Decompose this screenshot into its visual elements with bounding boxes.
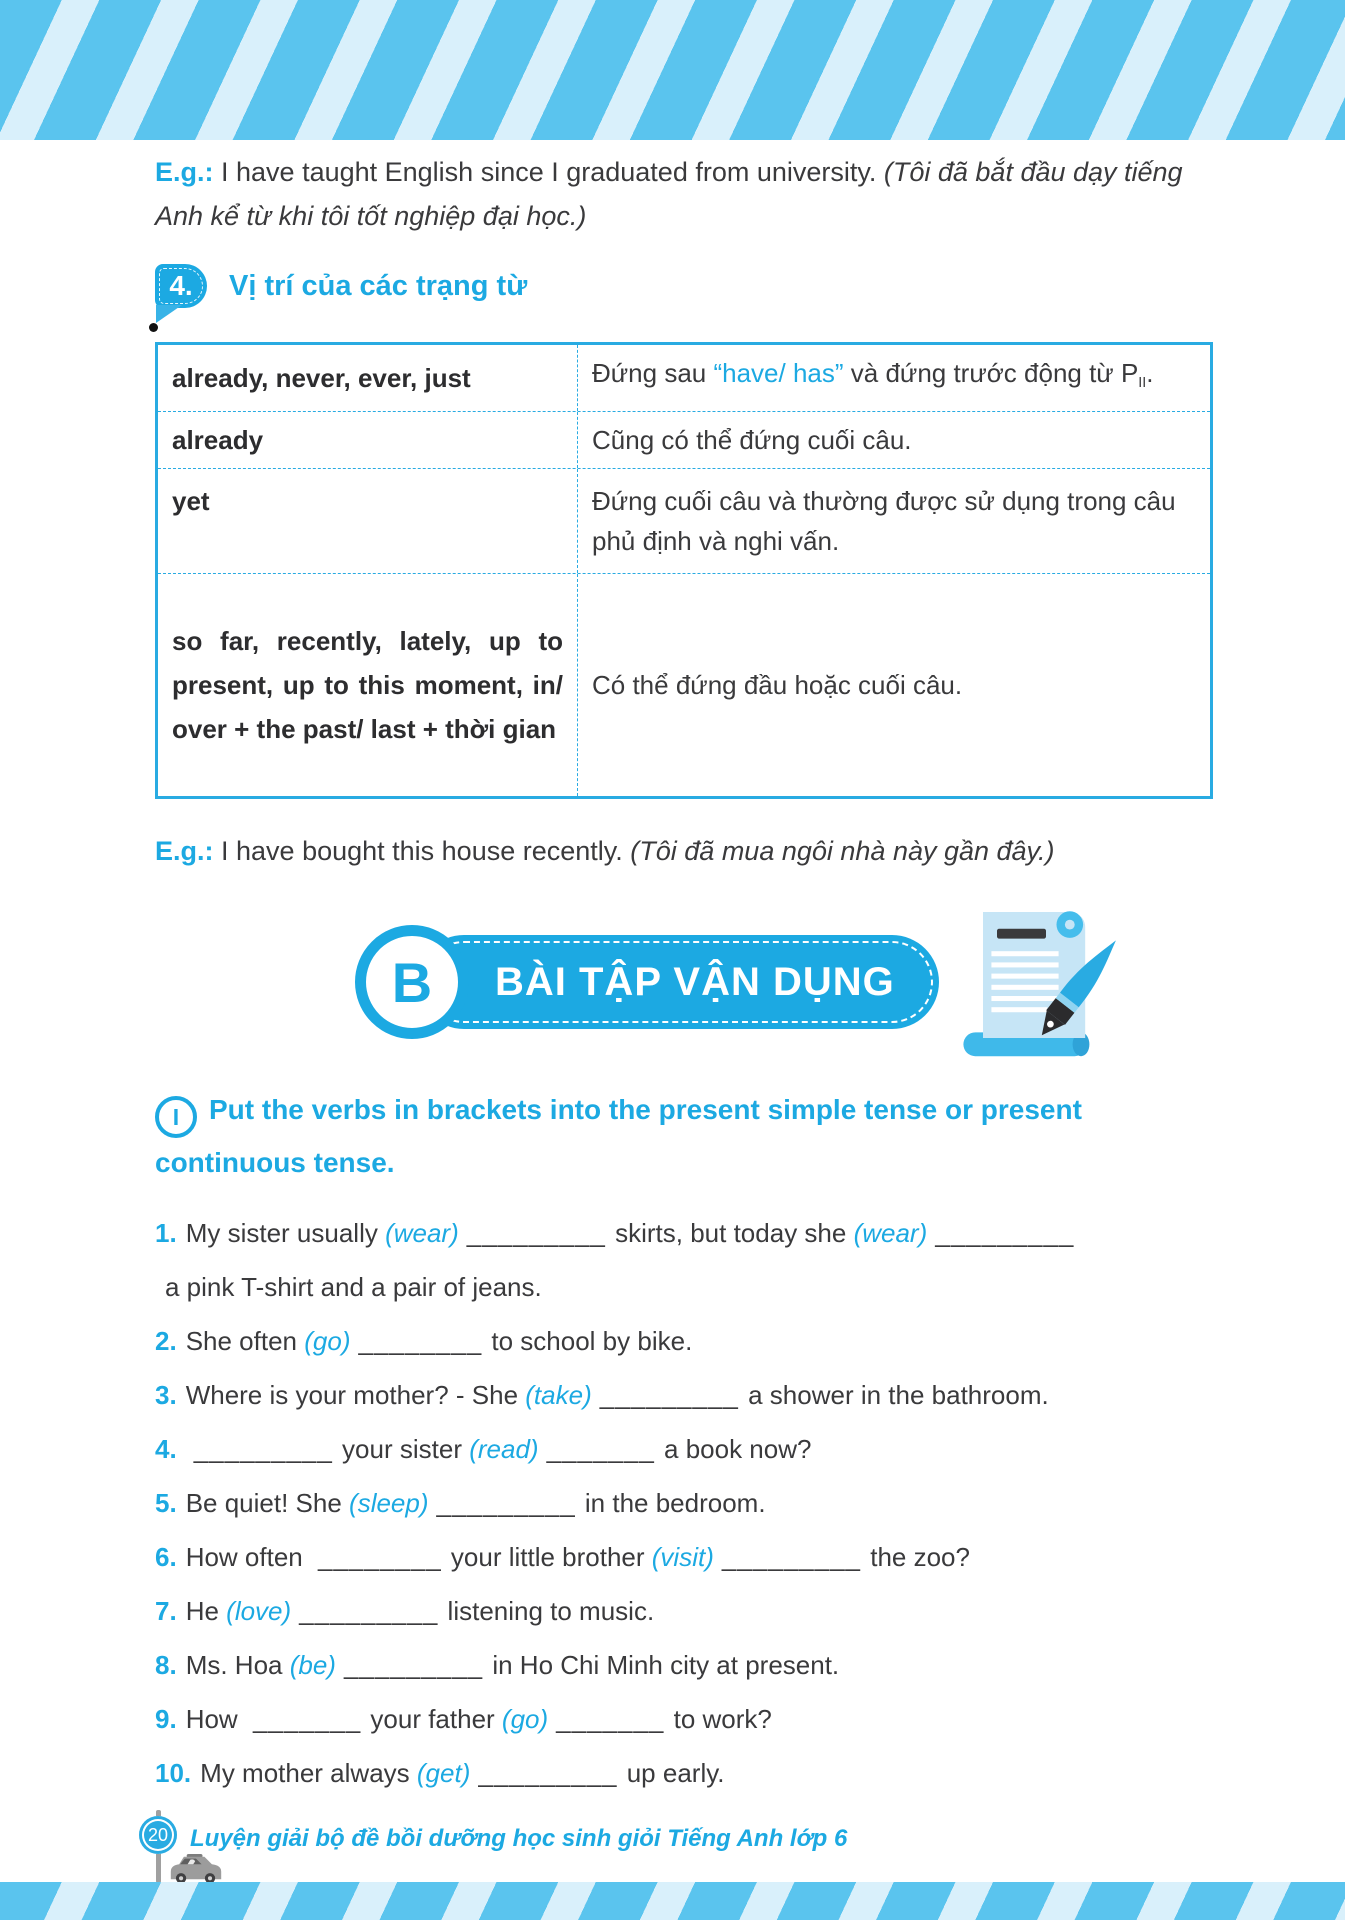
- exercise-item-number: 3.: [155, 1380, 177, 1410]
- exercise-item: [155, 1378, 1213, 1412]
- verb-hint: (go): [304, 1326, 351, 1356]
- section-b-banner: [355, 907, 1213, 1057]
- table-row: [158, 412, 1210, 469]
- table-cell-adverbs: yet: [158, 469, 578, 573]
- sentence-text: How often: [185, 1542, 310, 1572]
- sentence-text: to work?: [666, 1704, 772, 1734]
- exercise-item: [155, 1702, 1213, 1736]
- bottom-stripe-band: [0, 1882, 1345, 1920]
- answer-blank: ________: [358, 1326, 483, 1356]
- exercise-item-continuation: a pink T-shirt and a pair of jeans.: [165, 1272, 542, 1302]
- book-title: Luyện giải bộ đề bồi dưỡng học sinh giỏi Tiếng Anh lớp 6: [190, 1825, 848, 1852]
- sentence-text: Be quiet! She: [185, 1488, 350, 1518]
- table-cell-adverbs: already, never, ever, just: [158, 345, 578, 411]
- answer-blank: _________: [299, 1596, 439, 1626]
- exercise-item-number: 1.: [155, 1218, 177, 1248]
- section-number: 4.: [169, 270, 193, 301]
- verb-hint: (take): [525, 1380, 592, 1410]
- example-vietnamese: (Tôi đã bắt đầu dạy tiếng Anh kể từ khi tôi tốt nghiệp đại học.): [155, 157, 1183, 231]
- verb-hint: (wear): [385, 1218, 459, 1248]
- exercise-list: [155, 1216, 1213, 1790]
- sentence-text: your little brother: [443, 1542, 652, 1572]
- answer-blank: _________: [478, 1758, 618, 1788]
- verb-hint: (get): [416, 1758, 471, 1788]
- table-cell-rule: Đứng sau “have/ has” và đứng trước động từ $P_{II}$.: [592, 358, 1154, 391]
- table-row: [158, 574, 1210, 796]
- answer-blank: _________: [466, 1218, 606, 1248]
- answer-blank: _________: [193, 1434, 333, 1464]
- sentence-text: How: [185, 1704, 245, 1734]
- section-b-pill: [417, 935, 939, 1029]
- verb-hint: (read): [469, 1434, 539, 1464]
- badge-dot: [149, 323, 158, 332]
- page-content: [155, 140, 1213, 1810]
- example-label: E.g.:: [155, 836, 214, 866]
- exercise-item: [155, 1432, 1213, 1466]
- answer-blank: _______: [252, 1704, 362, 1734]
- sentence-text: your sister: [334, 1434, 470, 1464]
- sentence-text: to school by bike.: [484, 1326, 693, 1356]
- verb-hint: (wear): [853, 1218, 928, 1248]
- exercise-item: [155, 1540, 1213, 1574]
- exercise-item: [155, 1756, 1213, 1790]
- answer-blank: _________: [436, 1488, 576, 1518]
- sentence-text: in the bedroom.: [577, 1488, 766, 1518]
- sentence-text: skirts, but today she: [607, 1218, 854, 1248]
- highlighted-have-has: “have/ has”: [713, 358, 844, 388]
- exercise-item: [155, 1486, 1213, 1520]
- verb-hint: (love): [226, 1596, 292, 1626]
- exercise-instruction: [155, 1085, 1213, 1188]
- scroll-and-pen-icon: [955, 898, 1123, 1066]
- page-number-sign: [139, 1816, 177, 1854]
- sentence-text: a book now?: [656, 1434, 812, 1464]
- answer-blank: _________: [343, 1650, 484, 1680]
- top-stripe-band: [0, 0, 1345, 140]
- answer-blank: _______: [546, 1434, 655, 1464]
- page-number: 20: [147, 1824, 169, 1845]
- example-vietnamese: (Tôi đã mua ngôi nhà này gần đây.): [630, 836, 1055, 866]
- verb-hint: (be): [289, 1650, 336, 1680]
- verb-hint: (go): [501, 1704, 549, 1734]
- sentence-text: My sister usually: [185, 1218, 386, 1248]
- car-icon: [168, 1851, 224, 1885]
- verb-hint: (visit): [651, 1542, 714, 1572]
- instruction-text: Put the verbs in brackets into the present simple tense or present continuous tense.: [155, 1094, 1082, 1178]
- example-english: I have taught English since I graduated from university.: [221, 157, 884, 187]
- table-cell-rule: Đứng cuối câu và thường được sử dụng trong câu phủ định và nghi vấn.: [592, 486, 1176, 556]
- section-title: Vị trí của các trạng từ: [229, 270, 528, 302]
- badge-tail: [156, 305, 182, 323]
- exercise-item-number: 6.: [155, 1542, 177, 1572]
- exercise-item-number: 7.: [155, 1596, 177, 1626]
- table-cell-rule: Có thể đứng đầu hoặc cuối câu.: [592, 670, 963, 700]
- sentence-text: in Ho Chi Minh city at present.: [485, 1650, 840, 1680]
- sentence-text: Where is your mother? - She: [185, 1380, 526, 1410]
- exercise-item-number: 2.: [155, 1326, 177, 1356]
- example-english: I have bought this house recently.: [221, 836, 631, 866]
- table-row: [158, 345, 1210, 412]
- sentence-text: listening to music.: [440, 1596, 655, 1626]
- section-b-letter: B: [391, 950, 433, 1014]
- sentence-text: My mother always: [200, 1758, 417, 1788]
- exercise-item: [155, 1594, 1213, 1628]
- sentence-text: She often: [185, 1326, 305, 1356]
- example-label: E.g.:: [155, 157, 214, 187]
- roman-numeral-icon: I: [155, 1096, 197, 1138]
- section-number-badge: [155, 264, 207, 308]
- answer-blank: _______: [556, 1704, 665, 1734]
- example-sentence-2: [155, 829, 1213, 873]
- verb-hint: (sleep): [349, 1488, 429, 1518]
- answer-blank: _________: [935, 1218, 1075, 1248]
- sentence-text: a shower in the bathroom.: [740, 1380, 1049, 1410]
- exercise-item-number: 4.: [155, 1434, 177, 1464]
- table-cell-adverbs: already: [158, 412, 578, 468]
- section-heading: [155, 264, 1213, 326]
- sentence-text: He: [185, 1596, 227, 1626]
- sentence-text: Ms. Hoa: [185, 1650, 290, 1680]
- exercise-item-number: 9.: [155, 1704, 177, 1734]
- exercise-item-number: 5.: [155, 1488, 177, 1518]
- example-sentence-1: [155, 150, 1213, 238]
- adverb-position-table: [155, 342, 1213, 799]
- answer-blank: _________: [721, 1542, 861, 1572]
- exercise-item: [155, 1648, 1213, 1682]
- sentence-text: up early.: [619, 1758, 725, 1788]
- exercise-item: [155, 1216, 1213, 1250]
- exercise-item-number: 8.: [155, 1650, 177, 1680]
- table-row: [158, 469, 1210, 574]
- exercise-item-number: 10.: [155, 1758, 192, 1788]
- sentence-text: the zoo?: [863, 1542, 970, 1572]
- answer-blank: ________: [317, 1542, 442, 1572]
- exercise-item: [155, 1324, 1213, 1358]
- table-cell-adverbs: so far, recently, lately, up to present, up to this moment, in/ over + the past/ last + thời gian: [158, 574, 578, 796]
- answer-blank: _________: [599, 1380, 739, 1410]
- table-cell-rule: Cũng có thể đứng cuối câu.: [592, 425, 912, 455]
- participle-subscript: II: [1138, 375, 1147, 391]
- section-b-title: BÀI TẬP VẬN DỤNG: [495, 959, 895, 1004]
- section-b-circle: [355, 925, 469, 1039]
- sentence-text: your father: [363, 1704, 502, 1734]
